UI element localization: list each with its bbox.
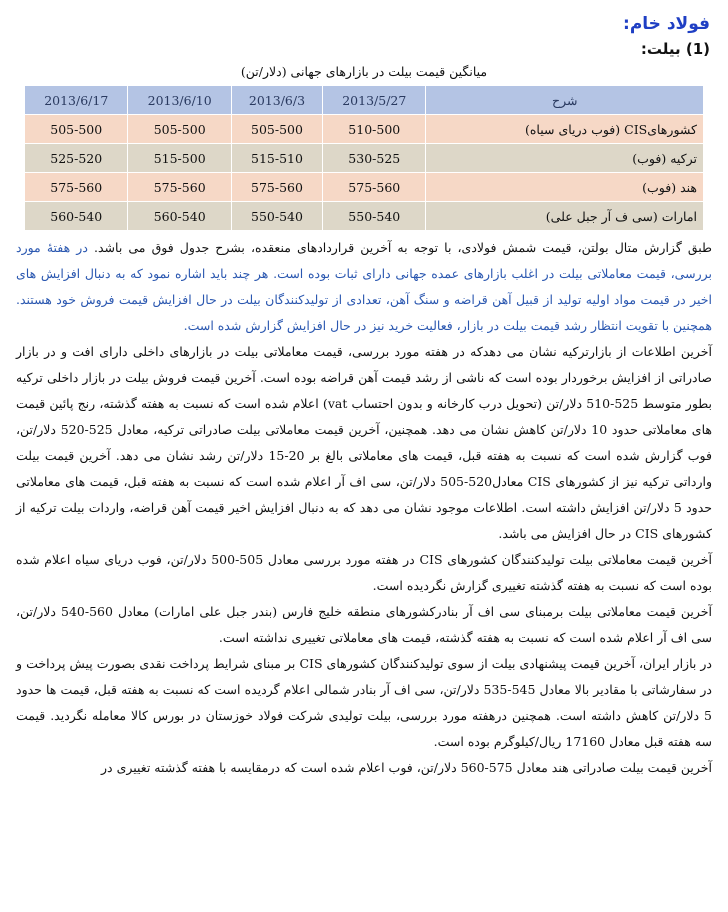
paragraph-iran: در بازار ایران، آخرین قیمت پیشنهادی بیلت از سوی تولیدکنندگان کشورهای CIS بر مبنای شرایط پرداخت نقدی بصورت پیش پرداخت و در سفارشاتی با مقادیر بالا معادل 545-535 دلار/تن، سی اف آر بنادر شمالی اعلام گردیده است که نسبت به هفته قبل، قیمت ها حدود 5 دلار/تن کاهش داشته است. همچنین درهفته مورد بررسی، بیلت تولیدی شرکت فولاد خوزستان در بورس کالا معامله نگردید. قیمت سه هفته قبل معادل 17160 ریال/کیلوگرم بوده است. xyxy=(16,656,712,749)
paragraph-cis: آخرین قیمت معاملاتی بیلت تولیدکنندگان کشورهای CIS در هفته مورد بررسی معادل 505-500 دلار/تن، فوب دریای سیاه اعلام شده بوده است که نسبت به هفته گذشته تغییری گزارش نگردیده است. xyxy=(16,552,712,593)
table-row xyxy=(25,173,704,202)
section-heading: فولاد خام: xyxy=(623,14,710,34)
price-cell: 505-500 xyxy=(25,115,128,144)
header-date: 2013/6/3 xyxy=(231,86,322,115)
header-date: 2013/6/10 xyxy=(128,86,231,115)
price-cell: 560-540 xyxy=(25,202,128,231)
price-cell: 550-540 xyxy=(323,202,426,231)
table-row xyxy=(25,144,704,173)
price-cell: 510-500 xyxy=(323,115,426,144)
price-cell: 575-560 xyxy=(128,173,231,202)
price-cell: 505-500 xyxy=(231,115,322,144)
billet-price-table xyxy=(24,85,704,231)
price-cell: 530-525 xyxy=(323,144,426,173)
table-caption: میانگین قیمت بیلت در بازارهای جهانی (دلار/تن) xyxy=(240,64,488,79)
price-cell: 575-560 xyxy=(25,173,128,202)
price-cell: 515-510 xyxy=(231,144,322,173)
table-row xyxy=(25,115,704,144)
summary-text: طبق گزارش متال بولتن، قیمت شمش فولادی، با توجه به آخرین قراردادهای منعقده، بشرح جدول فوق می باشد. xyxy=(94,240,713,255)
price-cell: 505-500 xyxy=(128,115,231,144)
row-label: هند (فوب) xyxy=(426,173,704,202)
price-cell: 550-540 xyxy=(231,202,322,231)
header-date: 2013/5/27 xyxy=(323,86,426,115)
table-row xyxy=(25,202,704,231)
price-cell: 575-560 xyxy=(231,173,322,202)
subsection-heading: (1) بیلت: xyxy=(640,40,710,58)
price-cell: 515-500 xyxy=(128,144,231,173)
price-cell: 525-520 xyxy=(25,144,128,173)
summary-highlight-text: در هفتهٔ مورد بررسی، قیمت معاملاتی بیلت در اغلب بازارهای عمده جهانی دارای ثبات بوده است. هر چند باید اشاره نمود که به دنبال افزایش های اخیر در قیمت مواد اولیه تولید از قبیل آهن قراضه و سنگ آهن، تعدادی از تولیدکنندگان بیلت در حال افزایش قیمت فروش خود هستند. همچنین با تقویت انتظار رشد قیمت بیلت در بازار، فعالیت خرید نیز در حال افزایش گزارش شده است. xyxy=(16,240,712,333)
paragraph-summary xyxy=(16,235,712,339)
row-label: کشورهایCIS (فوب دریای سیاه) xyxy=(426,115,704,144)
row-label: ترکیه (فوب) xyxy=(426,144,704,173)
row-label: امارات (سی ف آر جبل علی) xyxy=(426,202,704,231)
table-header-row xyxy=(25,86,704,115)
header-description: شرح xyxy=(426,86,704,115)
paragraph-turkey: آخرین اطلاعات از بازارترکیه نشان می دهدکه در هفته مورد بررسی، قیمت معاملاتی بیلت در بازارهای داخلی دارای افت و در بازار صادراتی از افزایش برخوردار بوده است که ناشی از رشد قیمت آهن قراضه بوده است. آخرین قیمت فروش بیلت در بازار داخلی ترکیه بطور متوسط 525-510 دلار/تن (تحویل درب کارخانه و بدون احتساب vat) اعلام شده است که نسبت به هفته گذشته، رنج پائین قیمت های معاملاتی حدود 10 دلار/تن کاهش نشان می دهد. همچنین، آخرین قیمت معاملاتی بیلت صادراتی ترکیه، معادل 525-520 دلار/تن، فوب گزارش شده است که نسبت به هفته قبل، قیمت های معاملاتی بالغ بر 20-15 دلار/تن رشد نشان می دهد. آخرین قیمت بیلت وارداتی ترکیه نیز از کشورهای CIS معادل520-505 دلار/تن، سی اف آر اعلام شده است که نسبت به هفته قبل، قیمت های معاملاتی حدود 5 دلار/تن افزایش داشته است. اطلاعات موجود نشان می دهد که به دنبال افزایش اخیر قیمت آهن قراضه، واردات بیلت ترکیه از کشورهای CIS در حال افزایش می باشد. xyxy=(16,344,713,541)
header-date: 2013/6/17 xyxy=(25,86,128,115)
paragraph-india: آخرین قیمت بیلت صادراتی هند معادل 575-560 دلار/تن، فوب اعلام شده است که درمقایسه با هفته گذشته تغییری در xyxy=(101,760,712,775)
paragraph-persian-gulf: آخرین قیمت معاملاتی بیلت برمبنای سی اف آر بنادرکشورهای منطقه خلیج فارس (بندر جبل علی امارات) معادل 560-540 دلار/تن، سی اف آر اعلام شده است که نسبت به هفته گذشته، قیمت های معاملاتی تغییری نداشته است. xyxy=(16,604,712,645)
price-cell: 560-540 xyxy=(128,202,231,231)
price-cell: 575-560 xyxy=(323,173,426,202)
